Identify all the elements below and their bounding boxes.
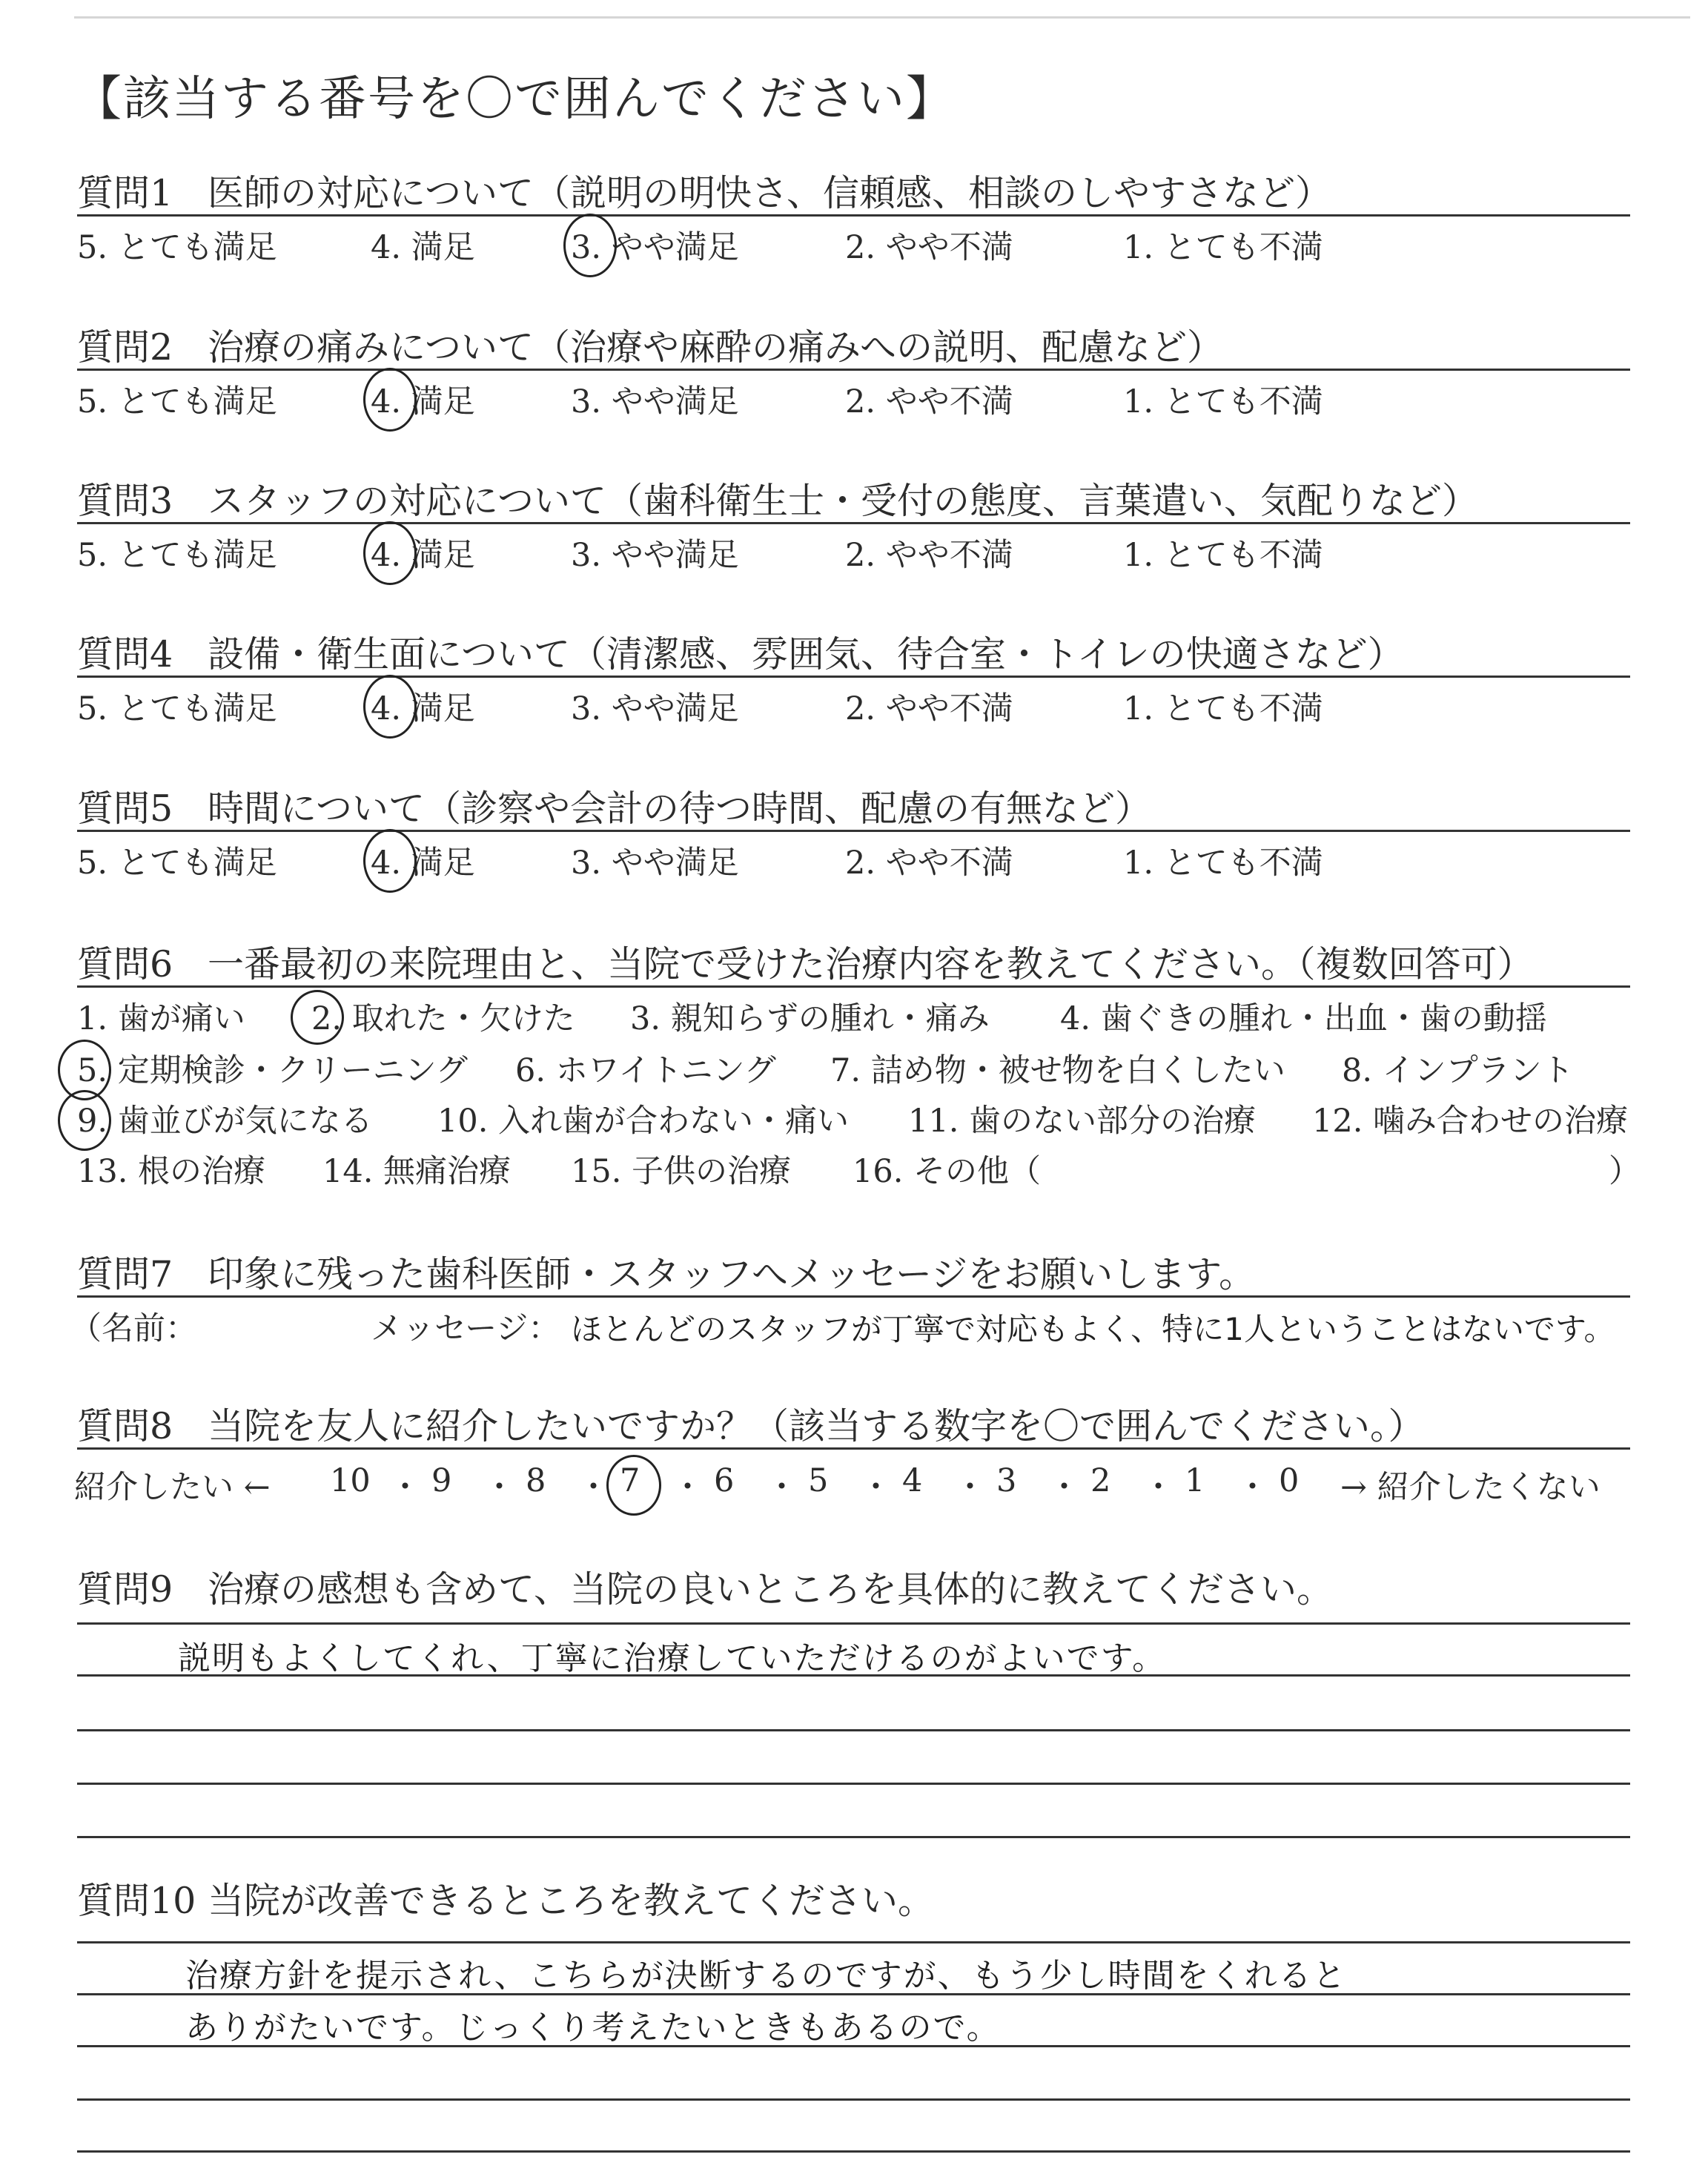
question-2-number: 質問2 <box>77 326 173 369</box>
question-3-number: 質問3 <box>77 480 173 522</box>
question-4-option-3[interactable]: 3. やや満足 <box>571 690 739 727</box>
question-2-option-4[interactable]: 4. 満足 <box>371 383 475 420</box>
question-6-option-16[interactable]: 16. その他（ <box>853 1153 1042 1190</box>
question-6-option-15[interactable]: 15. 子供の治療 <box>571 1153 792 1190</box>
question-1-option-5[interactable]: 5. とても満足 <box>77 229 277 266</box>
question-10-title <box>77 1872 934 1924</box>
question-9-answer-line <box>77 1622 1630 1625</box>
question-6-option-4[interactable]: 4. 歯ぐきの腫れ・出血・歯の動揺 <box>1060 1000 1547 1037</box>
question-9-text: 治療の感想も含めて、当院の良いところを具体的に教えてください。 <box>208 1568 1334 1611</box>
question-1-option-1[interactable]: 1. とても不満 <box>1123 229 1323 266</box>
question-6-option-12[interactable]: 12. 噛み合わせの治療 <box>1312 1103 1629 1140</box>
question-2-option-2[interactable]: 2. やや不満 <box>845 383 1013 420</box>
question-10-answer-line <box>77 1941 1630 1943</box>
question-1-title <box>77 165 1331 217</box>
question-7-number: 質問7 <box>77 1253 173 1295</box>
question-10-text: 当院が改善できるところを教えてください。 <box>208 1880 935 1922</box>
question-5-answer-circle <box>363 829 417 893</box>
question-3-text: スタッフの対応について（歯科衛生士・受付の態度、言葉遣い、気配りなど） <box>208 480 1479 522</box>
question-7-title <box>77 1246 1255 1298</box>
question-6-option-8[interactable]: 8. インプラント <box>1342 1052 1574 1089</box>
question-6-text: 一番最初の来院理由と、当院で受けた治療内容を教えてください。（複数回答可） <box>208 943 1534 985</box>
question-1-rule <box>77 214 1630 217</box>
question-8-scale-10[interactable]: 10 <box>330 1462 371 1499</box>
question-2-text: 治療の痛みについて（治療や麻酔の痛みへの説明、配慮など） <box>208 326 1224 369</box>
question-6-option-3[interactable]: 3. 親知らずの腫れ・痛み <box>630 1000 990 1037</box>
question-3-option-3[interactable]: 3. やや満足 <box>571 537 739 574</box>
question-8-separator: ・ <box>1142 1469 1174 1506</box>
question-2-option-5[interactable]: 5. とても満足 <box>77 383 277 420</box>
question-10-answer-line <box>77 2150 1630 2153</box>
question-6-option-7[interactable]: 7. 詰め物・被せ物を白くしたい <box>830 1052 1285 1089</box>
question-6-title <box>77 936 1534 988</box>
question-6-option-11[interactable]: 11. 歯のない部分の治療 <box>908 1103 1257 1140</box>
question-9-answer-line <box>77 1783 1630 1785</box>
question-1-option-2[interactable]: 2. やや不満 <box>845 229 1013 266</box>
question-8-scale-2[interactable]: 2 <box>1090 1462 1111 1499</box>
question-8-separator: ・ <box>860 1469 892 1506</box>
question-3-option-1[interactable]: 1. とても不満 <box>1123 537 1323 574</box>
question-6-option-10[interactable]: 10. 入れ歯が合わない・痛い <box>437 1103 850 1140</box>
question-10-number: 質問10 <box>77 1880 196 1922</box>
question-5-option-1[interactable]: 1. とても不満 <box>1123 845 1323 882</box>
question-6-option-2[interactable]: 2. 取れた・欠けた <box>311 1000 575 1037</box>
question-8-title <box>77 1398 1425 1450</box>
question-8-right-label: → 紹介したくない <box>1340 1469 1601 1506</box>
question-4-rule <box>77 676 1630 678</box>
question-3-rule <box>77 522 1630 524</box>
question-4-answer-circle <box>363 675 417 739</box>
question-8-rule <box>77 1447 1630 1450</box>
question-4-option-4[interactable]: 4. 満足 <box>371 690 475 727</box>
question-8-separator: ・ <box>672 1469 704 1506</box>
question-8-text: 当院を友人に紹介したいですか？（該当する数字を〇で囲んでください。） <box>208 1405 1425 1447</box>
question-4-text: 設備・衛生面について（清潔感、雰囲気、待合室・トイレの快適さなど） <box>208 633 1404 676</box>
question-7-name-label: （名前： <box>70 1310 197 1347</box>
question-8-scale-7[interactable]: 7 <box>620 1462 640 1499</box>
question-8-scale-3[interactable]: 3 <box>996 1462 1017 1499</box>
question-8-scale-5[interactable]: 5 <box>808 1462 829 1499</box>
question-8-scale-8[interactable]: 8 <box>526 1462 546 1499</box>
question-8-scale-1[interactable]: 1 <box>1185 1462 1205 1499</box>
question-6-rule <box>77 985 1630 988</box>
question-2-answer-circle <box>363 368 417 432</box>
question-7-rule <box>77 1295 1630 1298</box>
question-3-option-5[interactable]: 5. とても満足 <box>77 537 277 574</box>
question-2-rule <box>77 369 1630 371</box>
question-8-separator: ・ <box>577 1469 609 1506</box>
question-5-option-2[interactable]: 2. やや不満 <box>845 845 1013 882</box>
question-2-title <box>77 319 1223 371</box>
question-4-option-5[interactable]: 5. とても満足 <box>77 690 277 727</box>
scan-top-edge <box>74 16 1690 19</box>
question-2-option-3[interactable]: 3. やや満足 <box>571 383 739 420</box>
question-4-number: 質問4 <box>77 633 173 676</box>
question-3-option-4[interactable]: 4. 満足 <box>371 537 475 574</box>
question-8-separator: ・ <box>389 1469 421 1506</box>
question-9-number: 質問9 <box>77 1568 173 1611</box>
question-1-option-4[interactable]: 4. 満足 <box>371 229 475 266</box>
question-1-text: 医師の対応について（説明の明快さ、信頼感、相談のしやすさなど） <box>208 172 1332 214</box>
question-10-answer-line-2[interactable]: ありがたいです。じっくり考えたいときもあるので。 <box>185 2009 1001 2047</box>
question-8-scale-4[interactable]: 4 <box>902 1462 923 1499</box>
question-9-answer-line <box>77 1836 1630 1838</box>
question-6-option-5[interactable]: 5. 定期検診・クリーニング <box>77 1052 468 1089</box>
question-5-option-5[interactable]: 5. とても満足 <box>77 845 277 882</box>
question-5-text: 時間について（診察や会計の待つ時間、配慮の有無など） <box>208 787 1152 830</box>
question-6-answer-circle-2 <box>291 990 344 1045</box>
question-4-title <box>77 626 1404 678</box>
question-8-separator: ・ <box>766 1469 798 1506</box>
question-5-option-4[interactable]: 4. 満足 <box>371 845 475 882</box>
question-5-option-3[interactable]: 3. やや満足 <box>571 845 739 882</box>
question-10-answer-line-1[interactable]: 治療方針を提示され、こちらが決断するのですが、もう少し時間をくれると <box>185 1957 1347 1995</box>
question-1-option-3[interactable]: 3. やや満足 <box>571 229 739 266</box>
question-7-message-label: メッセージ： <box>371 1310 560 1347</box>
question-5-rule <box>77 830 1630 832</box>
question-1-answer-circle <box>563 214 617 277</box>
question-8-separator: ・ <box>954 1469 986 1506</box>
question-8-answer-circle <box>606 1455 661 1516</box>
question-2-option-1[interactable]: 1. とても不満 <box>1123 383 1323 420</box>
question-5-title <box>77 780 1151 832</box>
question-8-separator: ・ <box>483 1469 515 1506</box>
question-9-answer-line <box>77 1729 1630 1731</box>
question-6-other-close: ） <box>1609 1153 1641 1190</box>
question-8-separator: ・ <box>1048 1469 1080 1506</box>
question-7-text: 印象に残った歯科医師・スタッフへメッセージをお願いします。 <box>208 1253 1256 1295</box>
question-1-number: 質問1 <box>77 172 173 214</box>
question-6-option-14[interactable]: 14. 無痛治療 <box>322 1153 512 1190</box>
question-9-answer[interactable]: 説明もよくしてくれ、丁寧に治療していただけるのがよいです。 <box>178 1639 1167 1677</box>
question-4-option-2[interactable]: 2. やや不満 <box>845 690 1013 727</box>
question-8-scale-0[interactable]: 0 <box>1279 1462 1300 1499</box>
question-5-number: 質問5 <box>77 787 173 830</box>
question-4-option-1[interactable]: 1. とても不満 <box>1123 690 1323 727</box>
question-6-option-9[interactable]: 9. 歯並びが気になる <box>77 1103 373 1140</box>
question-6-answer-circle-9 <box>58 1090 111 1151</box>
question-10-answer-line <box>77 2098 1630 2101</box>
question-6-option-13[interactable]: 13. 根の治療 <box>77 1153 266 1190</box>
question-8-separator: ・ <box>1237 1469 1268 1506</box>
question-3-answer-circle <box>363 521 417 585</box>
question-6-option-1[interactable]: 1. 歯が痛い <box>77 1000 245 1037</box>
question-6-option-6[interactable]: 6. ホワイトニング <box>515 1052 776 1089</box>
question-8-number: 質問8 <box>77 1405 173 1447</box>
question-6-number: 質問6 <box>77 943 173 985</box>
question-8-scale-9[interactable]: 9 <box>431 1462 452 1499</box>
question-3-title <box>77 472 1478 524</box>
question-8-left-label: 紹介したい ← <box>74 1469 271 1506</box>
question-8-scale-6[interactable]: 6 <box>714 1462 735 1499</box>
question-3-option-2[interactable]: 2. やや不満 <box>845 537 1013 574</box>
question-9-title <box>77 1561 1333 1613</box>
page-heading: 【該当する番号を〇で囲んでください】 <box>74 72 955 127</box>
question-7-message-answer[interactable]: ほとんどのスタッフが丁寧で対応もよく、特に1人ということはないです。 <box>571 1311 1615 1347</box>
